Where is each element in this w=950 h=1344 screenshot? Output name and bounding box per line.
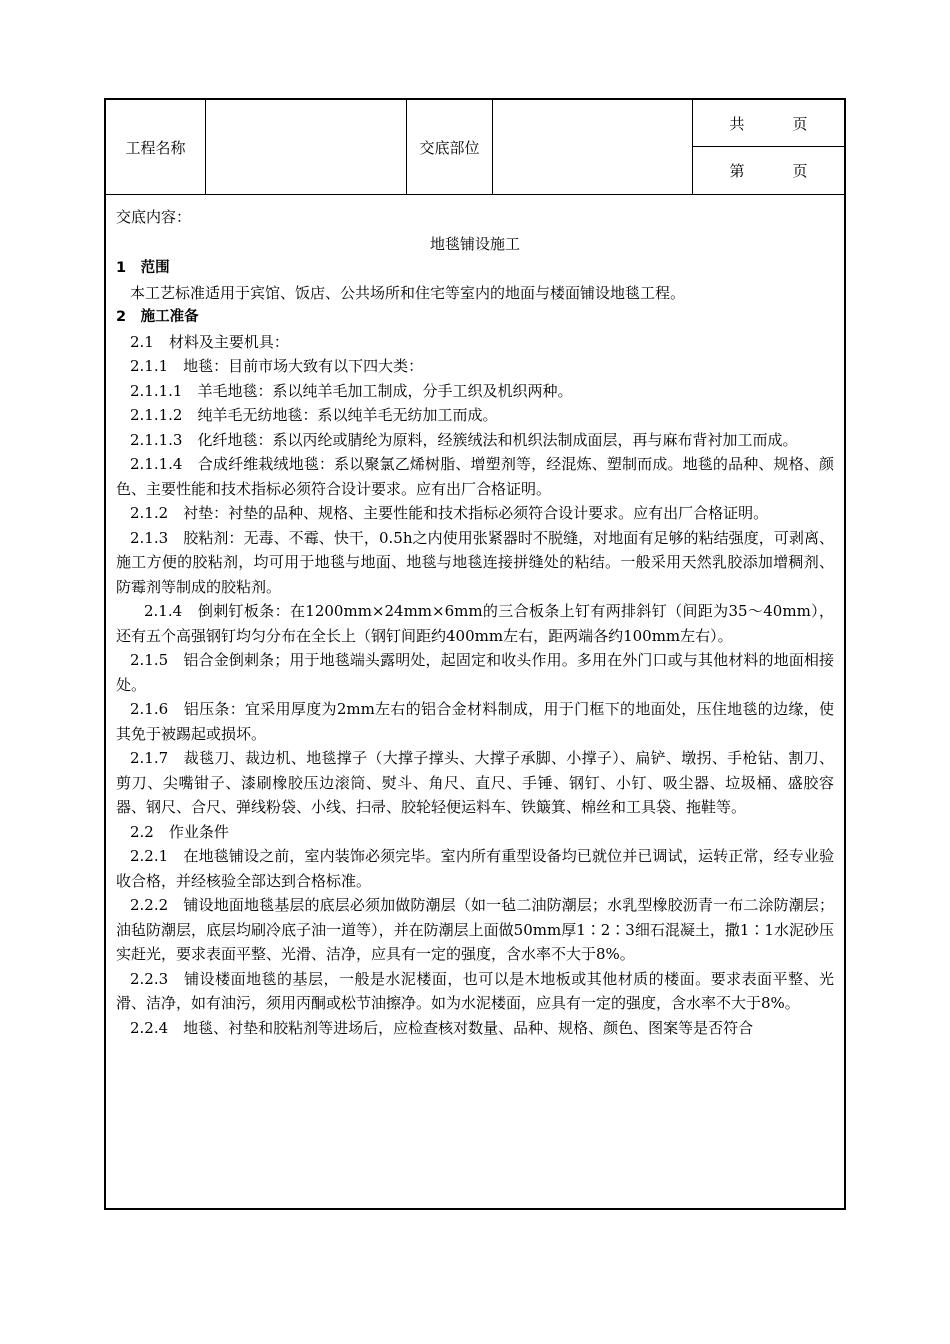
location-value[interactable] [493,100,693,194]
paragraph: 2.1.7 裁毯刀、裁边机、地毯撑子（大撑子撑头、大撑子承脚、小撑子）、扁铲、墩拐、手枪钻、割刀、剪刀、尖嘴钳子、漆刷橡胶压边滚筒、熨斗、角尺、直尺、手锤、钢钉、小钉、吸尘器、垃圾桶、盛胶容器、钢尺、合尺、弹线粉袋、小线、扫帚、胶轮轻便运料车、铁簸箕、棉丝和工具袋、拖鞋等。 [116,749,834,816]
total-unit: 页 [792,114,808,133]
paragraph: 2.1.2 衬垫：衬垫的品种、规格、主要性能和技术指标必须符合设计要求。应有出厂合格证明。 [130,504,769,522]
paragraph: 2.1.5 铝合金倒刺条；用于地毯端头露明处，起固定和收头作用。多用在外门口或与其他材料的地面相接处。 [116,651,834,694]
paragraph: 2.2.2 铺设地面地毯基层的底层必须加做防潮层（如一毡二油防潮层；水乳型橡胶沥青一布二涂防潮层；油毡防潮层，底层均刷冷底子油一道等），并在防潮层上面做50mm厚1∶2∶3细石混凝土，撒1∶1水泥砂压实赶光，要求表面平整、光滑、洁净，应具有一定的强度，含水率不大于8%。 [116,896,834,963]
paragraph: 2.1.1.3 化纤地毯：系以丙纶或腈纶为原料，经簇绒法和机织法制成面层，再与麻布背衬加工而成。 [130,430,798,449]
page-number-cell [693,147,844,193]
disclosure-sheet [104,98,846,1210]
page-unit: 页 [792,161,808,180]
section-heading: 1 范围 [116,260,170,276]
paragraph: 2.1.1.4 合成纤维栽绒地毯：系以聚氯乙烯树脂、增塑剂等，经混炼、塑制而成。地毯的品种、规格、颜色、主要性能和技术指标必须符合设计要求。应有出厂合格证明。 [116,455,834,498]
section-heading: 2 施工准备 [116,309,199,325]
paragraph: 本工艺标准适用于宾馆、饭店、公共场所和住宅等室内的地面与楼面铺设地毯工程。 [130,283,686,302]
paragraph: 2.2.4 地毯、衬垫和胶粘剂等进场后，应检查核对数量、品种、规格、颜色、图案等是否符合 [130,1018,754,1037]
paragraph: 2.2.1 在地毯铺设之前，室内装饰必须完毕。室内所有重型设备均已就位并已调试，运转正常，经专业验收合格，并经核验全部达到合格标准。 [116,847,834,890]
project-name-value[interactable] [206,100,406,194]
paragraph: 2.1 材料及主要机具： [130,332,289,351]
header-table [106,100,844,195]
total-pages-cell [693,100,844,146]
paragraph: 2.1.3 胶粘剂：无毒、不霉、快干，0.5h之内使用张紧器时不脱缝，对地面有足够的粘结强度，可剥离、施工方便的胶粘剂，均可用于地毯与地面、地毯与地毯连接拼缝处的粘结。一般采用天然乳胶添加增稠剂、防霉剂等制成的胶粘剂。 [116,528,834,596]
paragraph: 2.2.3 铺设楼面地毯的基层，一般是水泥楼面，也可以是木地板或其他材质的楼面。要求表面平整、光滑、洁净，如有油污，须用丙酮或松节油擦净。如为水泥楼面，应具有一定的强度，含水率不大于8%。 [116,969,834,1012]
location-label: 交底部位 [419,138,480,157]
content-intro: 交底内容： [116,208,192,226]
paragraph: 2.2 作业条件 [130,822,229,841]
page-label: 第 [729,161,745,180]
paragraph: 2.1.4 倒刺钉板条：在1200mm×24mm×6mm的三合板条上钉有两排斜钉（间距为35～40mm），还有五个高强钢钉均匀分布在全长上（钢钉间距约400mm左右，距两端各约100mm左右）。 [116,602,834,645]
paragraph: 2.1.6 铝压条：宜采用厚度为2mm左右的铝合金材料制成，用于门框下的地面处，压住地毯的边缘，使其免于被踢起或损坏。 [116,700,834,743]
document-title: 地毯铺设施工 [429,234,520,253]
paragraph: 2.1.1 地毯：目前市场大致有以下四大类： [130,357,424,375]
project-name-label: 工程名称 [125,138,186,157]
paragraph: 2.1.1.1 羊毛地毯：系以纯羊毛加工制成，分手工织及机织两种。 [130,381,573,400]
total-label: 共 [729,114,745,133]
paragraph: 2.1.1.2 纯羊毛无纺地毯：系以纯羊毛无纺加工而成。 [130,406,498,424]
disclosure-content [106,195,844,1040]
